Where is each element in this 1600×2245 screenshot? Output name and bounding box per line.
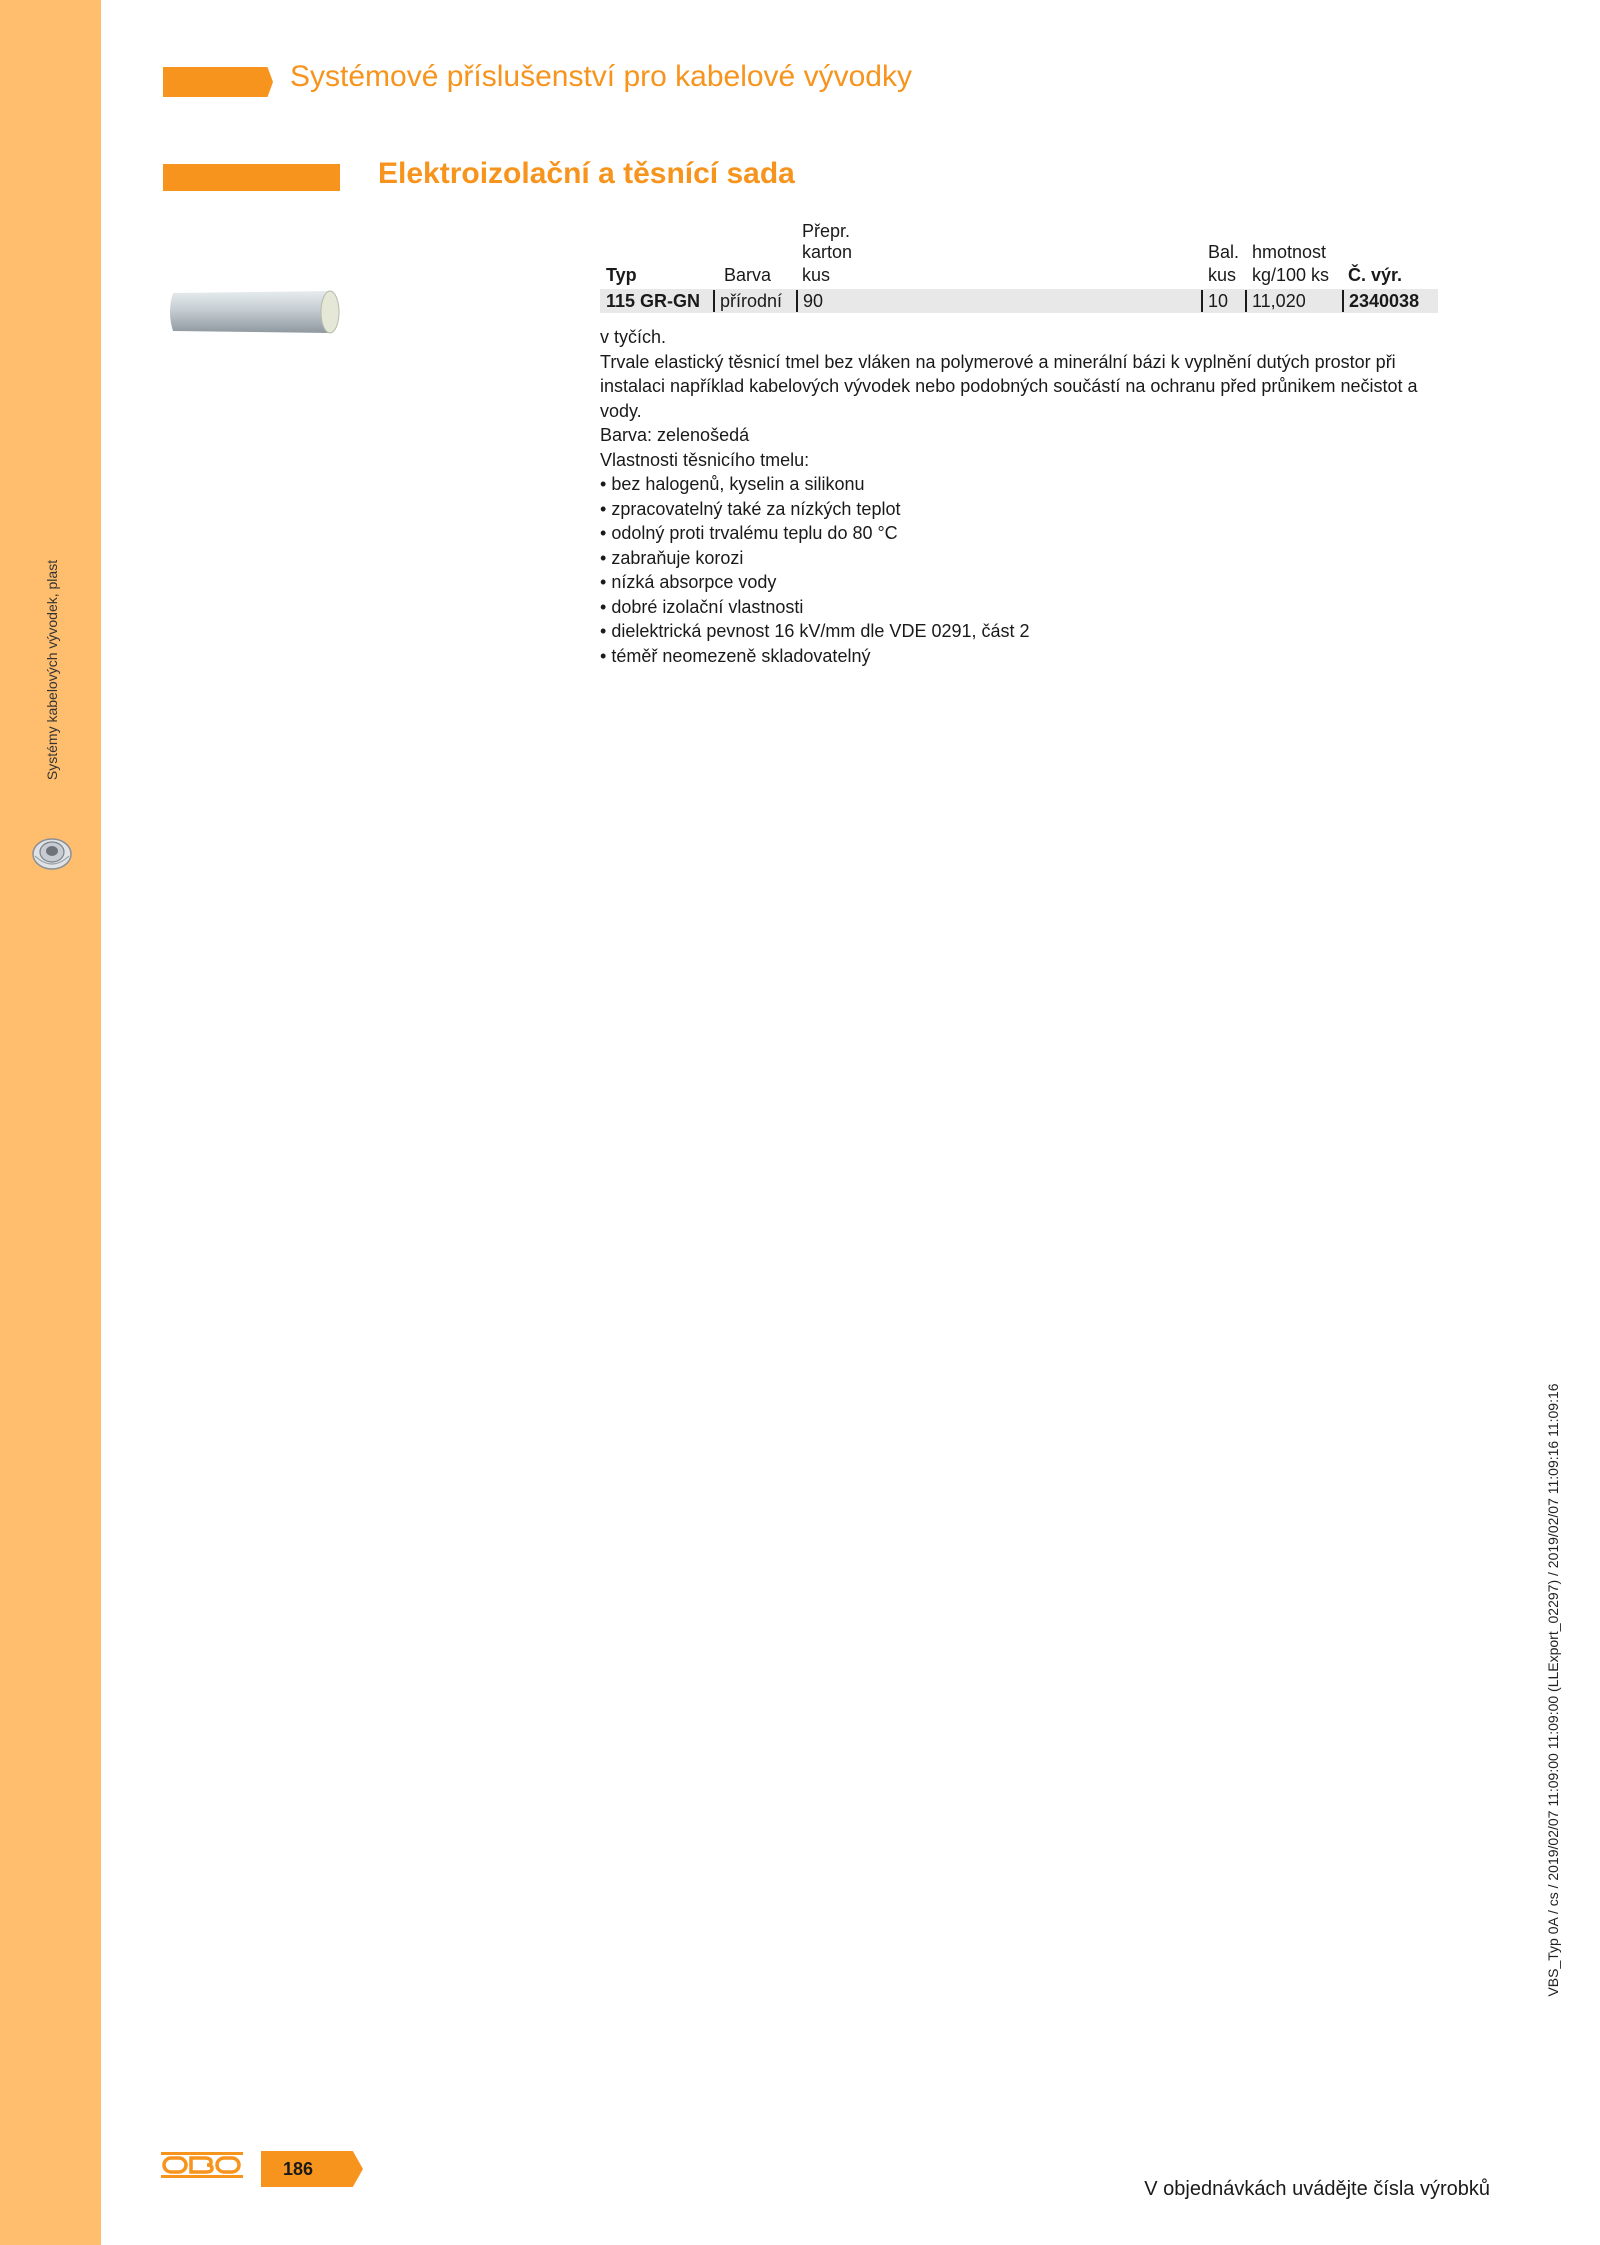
section-title: Elektroizolační a těsnící sada (378, 157, 795, 190)
header-accent-bar (163, 67, 273, 97)
section-accent-bar (163, 164, 340, 191)
list-item: • dobré izolační vlastnosti (600, 595, 1440, 620)
cell-typ: 115 GR-GN (606, 291, 701, 311)
sealing-rod-icon (165, 285, 347, 339)
desc-paragraph: Trvale elastický těsnicí tmel bez vláken na polymerové a minerální bázi k vyplnění dutých prostor při instalaci například kabelových vývodek nebo podobných součástí na ochranu před průnikem nečistot a vody. (600, 351, 1418, 421)
cell-bal: 10 (1201, 290, 1228, 312)
desc-form: v tyčích. (600, 327, 667, 347)
list-item: • zpracovatelný také za nízkých teplot (600, 497, 1440, 522)
cable-gland-icon (30, 832, 74, 872)
list-item: • odolný proti trvalému teplu do 80 °C (600, 521, 1440, 546)
list-item: • bez halogenů, kyselin a silikonu (600, 472, 1440, 497)
footer-note: V objednávkách uvádějte čísla výrobků (1144, 2178, 1490, 2200)
table-row (600, 289, 1438, 313)
properties-list (600, 472, 1440, 668)
header-cislo: Č. výr. (1348, 265, 1403, 285)
page-header-title: Systémové příslušenství pro kabelové vývodky (290, 60, 912, 93)
list-item: • nízká absorpce vody (600, 570, 1440, 595)
desc-props-title: Vlastnosti těsnicího tmelu: (600, 449, 810, 470)
header-karton-line3: kus (802, 265, 831, 285)
cell-hmotnost: 11,020 (1245, 290, 1306, 312)
list-item: • téměř neomezeně skladovatelný (600, 644, 1440, 669)
header-bal-line1: Bal. (1208, 242, 1240, 262)
header-bal-line2: kus (1208, 265, 1237, 285)
sidebar-label: Systémy kabelových vývodek, plast (44, 559, 60, 781)
sidebar (0, 0, 101, 2245)
header-hmotnost-line2: kg/100 ks (1252, 265, 1330, 285)
header-hmotnost-line1: hmotnost (1252, 242, 1327, 262)
product-description (600, 325, 1440, 668)
header-typ: Typ (606, 265, 637, 285)
list-item: • dielektrická pevnost 16 kV/mm dle VDE 0291, část 2 (600, 619, 1440, 644)
cell-karton: 90 (796, 290, 823, 312)
cell-cislo: 2340038 (1342, 290, 1419, 312)
obo-logo (161, 2152, 243, 2178)
header-barva: Barva (724, 265, 772, 285)
header-karton-line1: Přepr. (802, 221, 851, 241)
header-karton-line2: karton (802, 242, 853, 262)
export-metadata: VBS_Typ 0A / cs / 2019/02/07 11:09:00 11:09:00 (LLExport_02297) / 2019/02/07 11:09:16 11:09:16 (1545, 1383, 1561, 1997)
page-number: 186 (283, 2159, 314, 2179)
desc-color: Barva: zelenošedá (600, 425, 750, 445)
cell-barva: přírodní (713, 290, 782, 312)
list-item: • zabraňuje korozi (600, 546, 1440, 571)
